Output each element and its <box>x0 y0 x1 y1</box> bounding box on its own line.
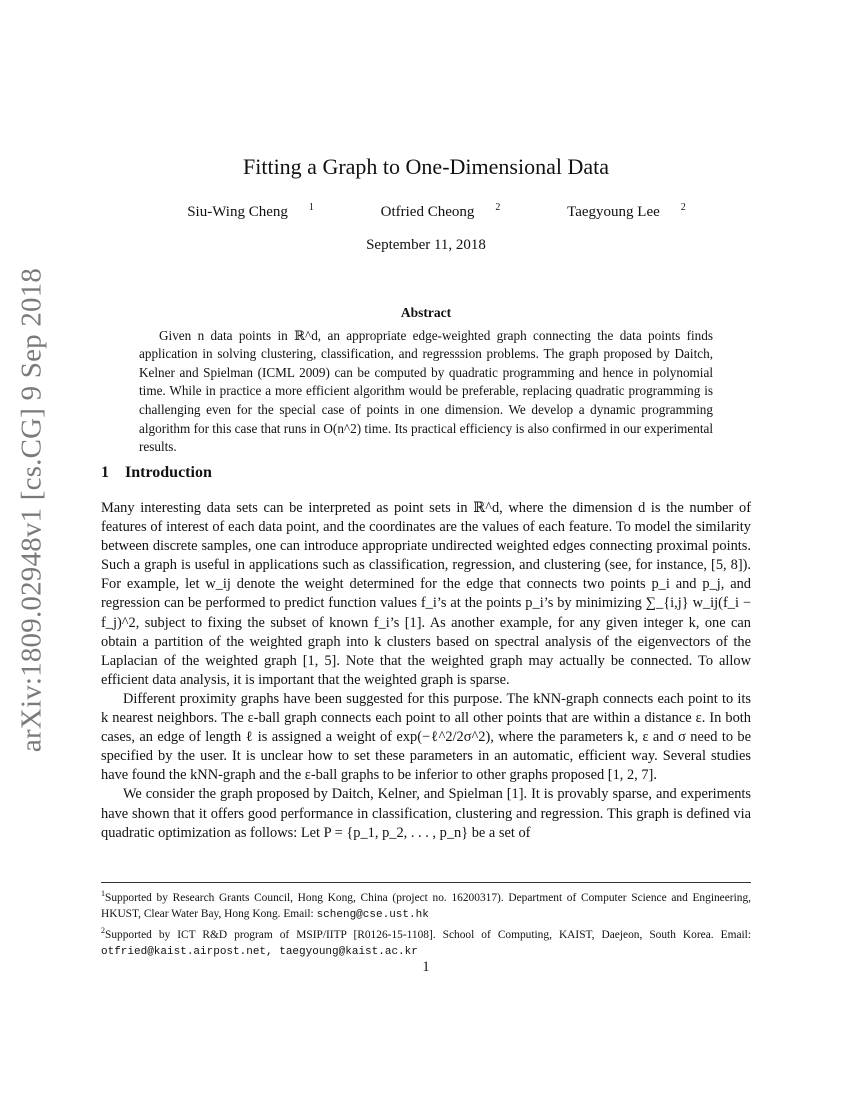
body-text <box>101 499 751 843</box>
section-number: 1 <box>101 464 109 481</box>
author: Otfried Cheong $^2$ <box>380 202 501 220</box>
email-link[interactable]: scheng@cse.ust.hk <box>316 909 429 921</box>
arxiv-sidebar-stamp <box>10 267 54 753</box>
section-heading <box>101 464 212 482</box>
paper-title: Fitting a Graph to One-Dimensional Data <box>243 154 609 179</box>
footnote: $^2$Supported by ICT R&D program of MSIP/IITP [R0126-15-1108]. School of Computing, KAIST, Daejeon, South Korea. Email: otfried@kaist.airpost.net, taegyoung@kaist.ac.kr <box>101 926 751 959</box>
paragraph: Many interesting data sets can be interpreted as point sets in ℝ^d, where the dimension d is the number of features of interest of each data point, and the coordinates are the values of each feature. To model the similarity between discrete samples, one can introduce appropriate undirected weighted edges connecting proximal points. Such a graph is useful in applications such as classification, regression, and clustering (see, for instance, [5, 8]). For example, let w_ij denote the weight determined for the edge that connects two points p_i and p_j, and regression can be performed to predict function values f_i’s at the points p_i’s by minimizing ∑_{i,j} w_ij(f_i − f_j)^2, subject to fixing the subset of known f_i’s [1]. As another example, for any given integer k, one can obtain a partition of the weighted graph into k clusters based on spectral analysis of the eigenvectors of the Laplacian of the weighted graph [1, 5]. Note that the weighted graph may actually be connected. To allow efficient data analysis, it is important that the weighted graph is sparse. <box>101 500 751 688</box>
email-link[interactable]: otfried@kaist.airpost.net, taegyoung@kaist.ac.kr <box>101 946 418 959</box>
paper-date: September 11, 2018 <box>366 237 486 253</box>
abstract-heading: Abstract <box>400 305 452 320</box>
author: Siu-Wing Cheng $^1$ <box>187 202 314 220</box>
page-number: 1 <box>422 959 430 975</box>
paragraph: We consider the graph proposed by Daitch, Kelner, and Spielman [1]. It is provably sparse, and experiments have shown that it offers good performance in classification, clustering and regression. This graph is defined via quadratic optimization as follows: Let P = {p_1, p_2, . . . , p_n} be a set of <box>101 786 751 841</box>
footnotes <box>101 882 751 960</box>
paragraph: Different proximity graphs have been suggested for this purpose. The kNN-graph connects each point to its k nearest neighbors. The ε-ball graph connects each point to all other points that are within a distance ε. In both cases, an edge of length ℓ is assigned a weight of exp(−ℓ^2/2σ^2), where the parameters k, ε and σ need to be specified by the user. It is unclear how to set these parameters in an automatic, efficient way. Several studies have found the kNN-graph and the ε-ball graphs to be inferior to other graphs proposed [1, 2, 7]. <box>101 690 751 784</box>
abstract-text: Given n data points in ℝ^d, an appropriate edge-weighted graph connecting the data points finds application in solving clustering, classification, and regresssion problems. The graph proposed by Daitch, Kelner and Spielman (ICML 2009) can be computed by quadratic programming and hence in polynomial time. While in practice a more efficient algorithm would be preferable, replacing quadratic programming is challenging even for the special case of points in one dimension. We develop a dynamic programming algorithm for this case that runs in O(n^2) time. Its practical efficiency is also confirmed in our experimental results. <box>139 327 713 455</box>
arxiv-identifier: arXiv:1809.02948v1 [cs.CG] 9 Sep 2018 <box>15 267 48 753</box>
section-title: Introduction <box>125 464 212 481</box>
author: Taegyoung Lee $^2$ <box>567 202 686 220</box>
author-list <box>101 202 751 221</box>
footnote: $^1$Supported by Research Grants Council, Hong Kong, China (project no. 16200317). Department of Computer Science and Engineering, HKUST, Clear Water Bay, Hong Kong. Email: scheng@cse.ust.hk <box>101 889 751 921</box>
abstract <box>139 304 713 457</box>
